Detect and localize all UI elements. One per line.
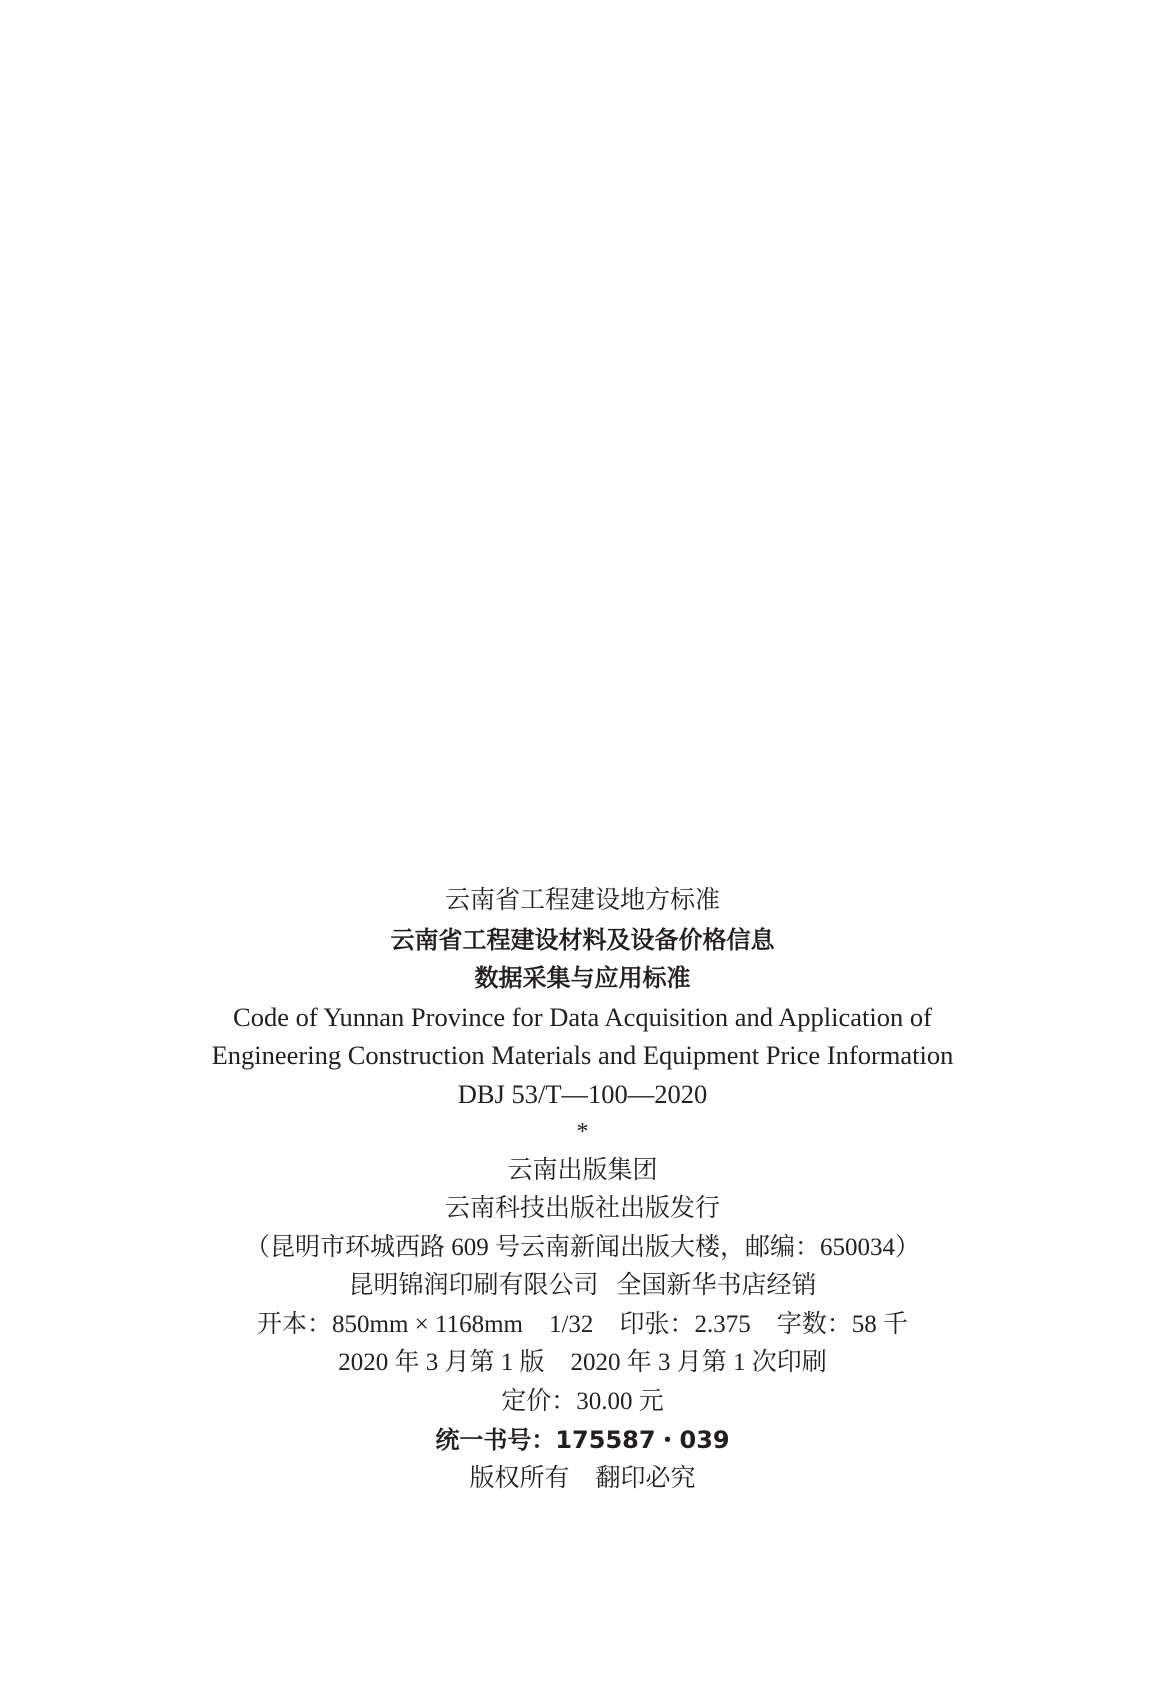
fold: 1/32 [548,1310,594,1338]
edition: 2020 年 3 月第 1 版 [338,1349,545,1376]
printer: 昆明锦润印刷有限公司 [348,1272,599,1299]
all-rights-reserved: 版权所有 [469,1464,570,1492]
colophon-block [0,882,1165,1498]
no-reproduction: 翻印必究 [595,1464,696,1492]
isbn-number: 统一书号：175587・039 [435,1426,730,1454]
printer-distributor-line [0,1267,1165,1306]
price: 定价：30.00 元 [501,1387,664,1415]
printing: 2020 年 3 月第 1 次印刷 [570,1349,827,1376]
english-title-line-1: Code of Yunnan Province for Data Acquisition and Application of [233,1001,932,1032]
word-count: 字数：58 千 [776,1310,908,1338]
publisher: 云南科技出版社出版发行 [444,1195,720,1222]
title-line-1: 云南省工程建设材料及设备价格信息 [390,925,775,954]
rights-line [0,1460,1165,1499]
edition-line [0,1344,1165,1383]
standard-series: 云南省工程建设地方标准 [444,887,720,914]
publisher-address: （昆明市环城西路 609 号云南新闻出版大楼，邮编：650034） [244,1233,920,1261]
separator-asterisk: * [576,1119,589,1145]
format-line [0,1306,1165,1345]
title-line-2: 数据采集与应用标准 [474,964,691,992]
publishing-group: 云南出版集团 [507,1156,658,1184]
format-size: 开本：850mm × 1168mm [257,1310,523,1338]
distributor: 全国新华书店经销 [616,1272,817,1299]
standard-code: DBJ 53/T—100—2020 [457,1078,708,1109]
english-title-line-2: Engineering Construction Materials and Equipment Price Information [211,1040,954,1070]
printed-sheets: 印张：2.375 [619,1310,751,1338]
